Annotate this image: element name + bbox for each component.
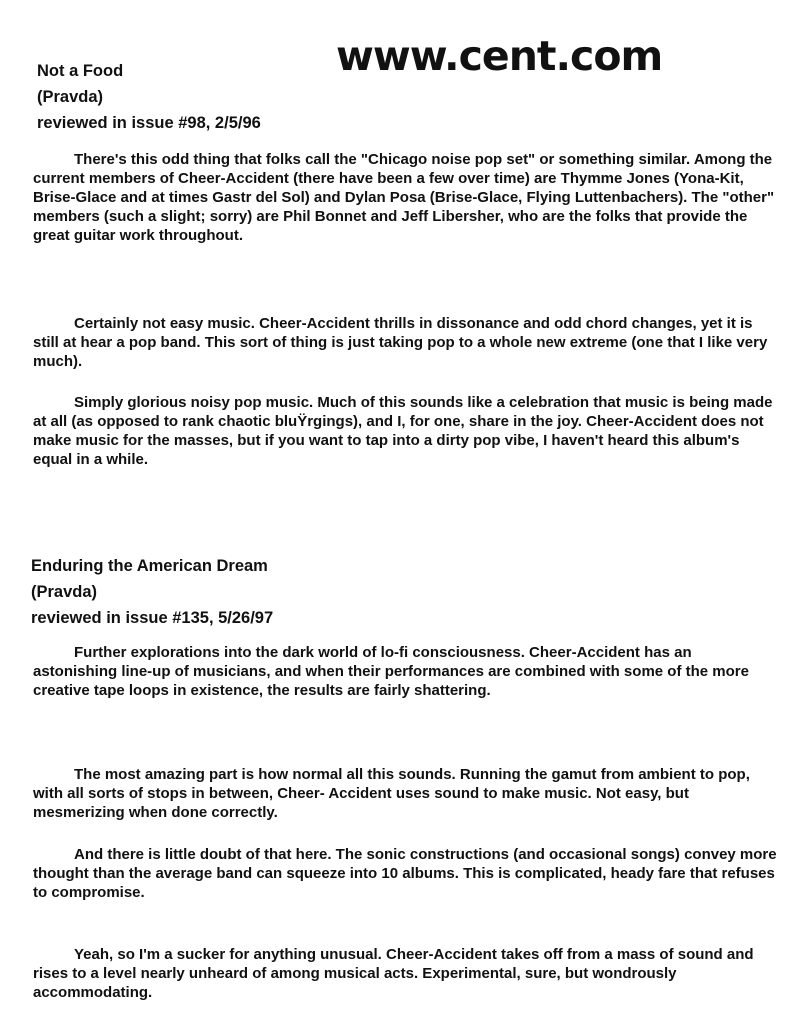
- review-issue: reviewed in issue #135, 5/26/97: [31, 609, 274, 627]
- review-body: [0, 765, 792, 822]
- review-body: [0, 393, 792, 469]
- review-paragraph: There's this odd thing that folks call the "Chicago noise pop set" or something similar. Among the current members of Cheer-Accident (there have been a few over time) are Thymme Jones (Yona-Kit, Brise-Glace and at times Gastr del Sol) and Dylan Posa (Brise-Glace, Flying Luttenbachers). The "other" members (such a slight; sorry) are Phil Bonnet and Jeff Libersher, who are the folks that provide the great guitar work throughout.: [33, 151, 775, 244]
- review-label: (Pravda): [31, 583, 98, 601]
- review-paragraph: Further explorations into the dark world of lo-fi consciousness. Cheer-Accident has an astonishing line-up of musicians, and when their performances are combined with some of the more creative tape loops in existence, the results are fairly shattering.: [33, 644, 749, 699]
- review-body: [0, 314, 792, 371]
- review-paragraph: The most amazing part is how normal all this sounds. Running the gamut from ambient to pop, with all sorts of stops in between, Cheer- Accident uses sound to make music. Not easy, but mesmerizing when done correctly.: [33, 766, 750, 821]
- review-enduring-the-american-dream: [0, 553, 792, 631]
- review-not-a-food: [0, 58, 792, 136]
- review-body: [0, 643, 792, 700]
- review-paragraph: Yeah, so I'm a sucker for anything unusual. Cheer-Accident takes off from a mass of sound and rises to a level nearly unheard of among musical acts. Experimental, sure, but wondrously accommodating.: [33, 946, 754, 1001]
- review-body: [0, 150, 792, 245]
- review-title: Enduring the American Dream: [31, 557, 268, 575]
- review-issue: reviewed in issue #98, 2/5/96: [37, 114, 261, 132]
- review-paragraph: Certainly not easy music. Cheer-Accident thrills in dissonance and odd chord changes, yet it is still at hear a pop band. This sort of thing is just taking pop to a whole new extreme (one that I like very much).: [33, 315, 768, 370]
- review-label: (Pravda): [37, 88, 104, 106]
- review-body: [0, 945, 792, 1002]
- review-title: Not a Food: [37, 62, 124, 80]
- review-body: [0, 845, 792, 902]
- review-paragraph: Simply glorious noisy pop music. Much of this sounds like a celebration that music is being made at all (as opposed to rank chaotic bluŸrgings), and I, for one, share in the joy. Cheer-Accident does not make music for the masses, but if you want to tap into a dirty pop vibe, I haven't heard this album's equal in a while.: [33, 394, 773, 468]
- review-paragraph: And there is little doubt of that here. The sonic constructions (and occasional songs) convey more thought than the average band can squeeze into 10 albums. This is complicated, heady fare that refuses to compromise.: [33, 846, 777, 901]
- site-logo: www.cent.com: [336, 32, 663, 80]
